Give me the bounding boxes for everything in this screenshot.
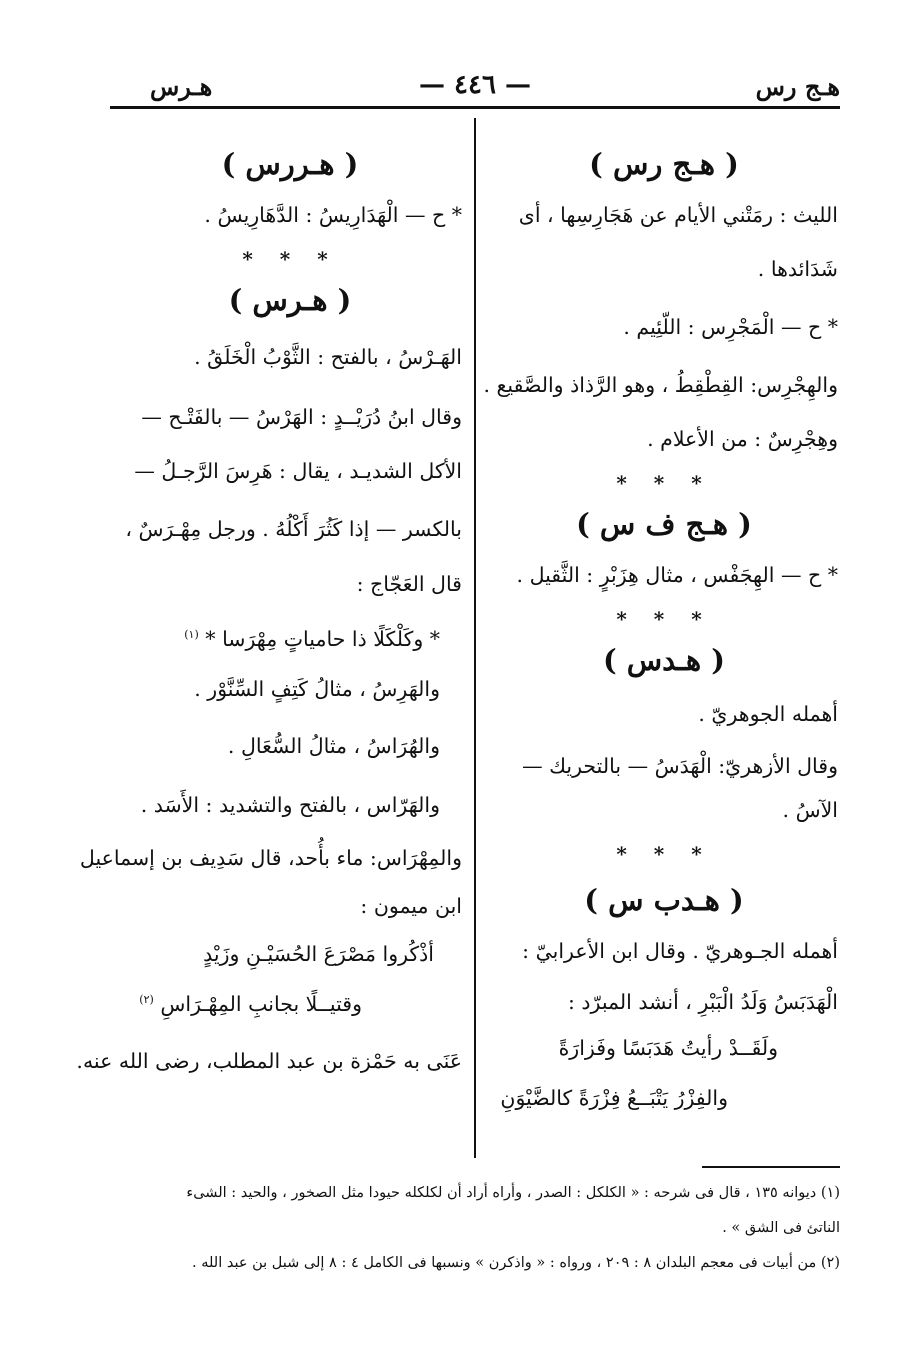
verse-text: * وكَلْكَلًا ذا حامياتٍ مِهْرَسا *: [205, 626, 440, 651]
text-line: أهمله الجوهريّ .: [698, 702, 838, 726]
page-number: — ٤٤٦ —: [418, 70, 532, 100]
text-line: والمِهْرَاس: ماء بأُحد، قال سَدِيف بن إسماعيل: [79, 846, 462, 870]
right-column: [483, 140, 838, 1126]
header-root-left: هـرس: [150, 72, 213, 101]
text-line: عَنَى به حَمْزة بن عبد المطلب، رضى الله عنه.: [76, 1049, 462, 1073]
text-line: الآسُ .: [782, 798, 838, 822]
header-root-right: هـج رس: [755, 72, 840, 101]
page-header: [110, 66, 840, 106]
text-line: * ح — الهِجَفْس ، مثال هِزَبْرٍ : الثَّقيل .: [516, 563, 838, 587]
verse-line: أذْكُروا مَصْرَعَ الحُسَيْـنِ وزَيْدٍ: [203, 942, 434, 966]
entry-title: ( هـدس ): [602, 643, 726, 677]
entry-title: ( هـدب س ): [584, 883, 744, 917]
footnotes: [110, 1178, 840, 1278]
section-separator: * * *: [616, 471, 712, 495]
verse-line: [118, 978, 462, 1022]
verse-line: [118, 608, 462, 662]
text-line: بالكسر — إذا كَثُرَ أَكْلُهُ . ورجل مِهْـرَسٌ ،: [125, 517, 462, 541]
text-line: والهُرَاسُ ، مثالُ السُّعَالِ .: [227, 734, 440, 758]
text-line: الهَـرْسُ ، بالفتح : الثَّوْبُ الْخَلَقُ .: [194, 345, 462, 369]
verse-line: ولَقَــدْ رأيتُ هَدَبَسًا وفَزارَةً: [558, 1036, 778, 1060]
text-line: أهمله الجـوهريّ . وقال ابن الأعرابيّ :: [522, 939, 838, 963]
entry-title: ( هـج رس ): [589, 147, 739, 181]
footnote-rule: [702, 1166, 840, 1168]
text-line: والهَرِسُ ، مثالُ كَتِفٍ السِّنَّوْر .: [194, 677, 440, 701]
header-rule: [110, 106, 840, 109]
footnote-marker: (٢): [139, 993, 154, 1006]
text-line: * ح — الْمَجْرِس : اللّئِيم .: [623, 315, 838, 339]
text-line: الأكل الشديـد ، يقال : هَرِسَ الرَّجـلُ —: [134, 459, 462, 483]
text-line: قال العَجّاج :: [356, 572, 462, 596]
footnote-1-continued: الناتئ فى الشق » .: [722, 1220, 840, 1236]
footnote-1: (١) ديوانه ١٣٥ ، قال فى شرحه : « الكلكل : الصدر ، وأراه أراد أن لكلكله حيودا مثل الصخور ، والحيد : الشىء: [186, 1185, 840, 1201]
entry-title: ( هـج ف س ): [576, 507, 752, 541]
verse-line: والفِزْرُ يَتْبَــعُ فِزْرَةً كالضَّيْوَنِ: [500, 1086, 728, 1110]
verse-text: وقتيــلًا بجانبِ المِهْـرَاسِ: [160, 991, 362, 1016]
entry-title: ( هـررس ): [221, 147, 359, 181]
text-line: والهَرّاس ، بالفتح والتشديد : الأَسَد .: [140, 793, 440, 817]
section-separator: * * *: [616, 607, 712, 631]
text-line: وقال الأزهريّ: الْهَدَسُ — بالتحريك —: [522, 754, 838, 778]
left-column: [76, 140, 462, 1100]
text-line: وقال ابنُ دُرَيْــدٍ : الهَرْسُ — بالفَتْـح —: [141, 405, 462, 429]
section-separator: * * *: [242, 247, 338, 271]
footnote-2: (٢) من أبيات فى معجم البلدان ٨ : ٢٠٩ ، ورواه : « واذكرن » ونسبها فى الكامل ٤ : ٨ إلى شبل بن عبد الله .: [192, 1255, 840, 1271]
footnote-marker: (١): [184, 628, 199, 641]
column-divider: [474, 118, 476, 1158]
text-line: الْهَدَبَسُ وَلَدُ الْبَبْرِ ، أنشد المبرّد :: [567, 990, 838, 1014]
text-line: الليث : رمَتْني الأيام عن هَجَارِسِها ، أى: [518, 203, 838, 227]
section-separator: * * *: [616, 842, 712, 866]
entry-title: ( هـرس ): [228, 283, 352, 317]
text-line: شَدَائدها .: [757, 257, 838, 281]
text-line: ابن ميمون :: [360, 894, 462, 918]
text-line: * ح — الْهَدَارِيسُ : الدَّهَارِيسُ .: [204, 203, 462, 227]
text-line: وهِجْرِسٌ : من الأعلام .: [647, 427, 838, 451]
text-line: والهِجْرِس: القِطْقِطُ ، وهو الرَّذاذ والصَّقيع .: [483, 373, 838, 397]
